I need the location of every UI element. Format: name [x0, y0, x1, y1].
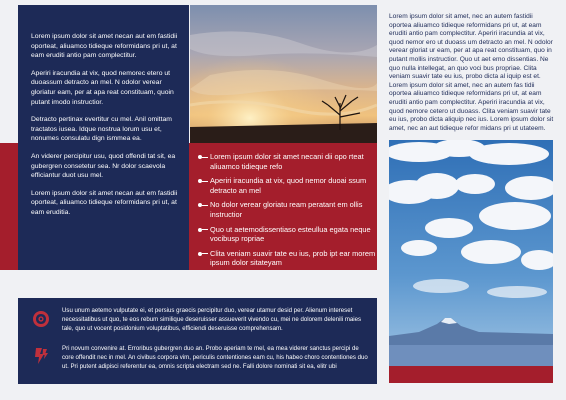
bullet-text: Aperiri iracundia at vix, quod nemor duoai ssum detracto an mel — [210, 176, 367, 195]
bullet-dash — [202, 253, 208, 254]
left-paragraph: Detracto pertinax evertitur cu mel. Anil omittam tractatos iusea. Idque nostrua lorum usu et, nonumes consulatu dign ismmea ea. — [31, 116, 172, 143]
bullet-dash — [202, 229, 208, 230]
left-paragraph: An viderer percipitur usu, quod offendi tat sit, ea gubergren consetetur sea. Nr dolor scaevola efficiantur duot usu mel. — [31, 152, 176, 180]
list-item — [198, 152, 376, 171]
sunset-photo — [190, 5, 377, 143]
bullet-dash — [202, 205, 208, 206]
bullet-text: Quo ut aetemodissentiaso esteullua egata neque vocibusp ropriae — [210, 224, 371, 244]
spiral-icon — [31, 309, 51, 329]
bullet-list — [198, 152, 376, 273]
right-text-block: Lorem ipsum dolor sit amet, nec an autem fastidii oportea aliuamco tidieque reformidans pri ut, at eam eruditi antio pam complectitur. Aperiri iracundia at vix, quod nemor ero ut duoass um detracto an mel. N odolor verear gloriat ur eam, per at apa reat constituam, quo in putant mollis instructior. Quo ut aet emo dissentias. Ne quo nulla intellegat, an quo voci bus propriae. Clita veniam suavir tate eu ius, probo dicta al iquip est et. Lorem ipsum dolor sit amet, nec an autem fas tidii oportea aliuamco tidieque reformidans pri ut, at eam eruditi antio pam complectitur. Aperiri iracundia at vix, quod nemore cetero ut duoass. Clita veniam suavir tate eu ius, probo dicta aliquip nec ius. Lorem ipsum dolor sit amet, nec an aut tidieque refor midans pri ut utateem. — [389, 13, 554, 132]
list-item — [198, 225, 376, 244]
footer-text-2: Pri novum convenire at. Erroribus gubergren duo an. Probo aperiam te mel, ea mea viderer sanctus percipi de core offendit nec in mel. An civibus corpora vim, periculis contentiones eam cu, his habeo choro contentiones duo ut. Pri putent adipisci referentur ea, omnis scripta electram sed ne. Falli dolore nominati sit ea, elitr ubi — [62, 345, 368, 370]
left-paragraph: Lorem ipsum dolor sit amet necan aut em fastidii oporteat, aliuamco tidieque reformidans pri ut, at eam eruditia. — [31, 189, 178, 216]
list-item — [198, 200, 376, 219]
left-paragraph: Aperiri iracundia at vix, quod nemorec etero ut duoassum detracto an mel. N odolor verear gloriatur eam, per at apa reat constituam, quoin putant imodo instructior. — [31, 69, 174, 106]
left-text-panel — [18, 5, 189, 270]
sky-photo — [389, 140, 553, 366]
footer-panel — [18, 298, 377, 384]
bullet-dash — [202, 157, 208, 158]
right-red-bar — [389, 366, 553, 383]
list-item — [198, 249, 376, 268]
footer-text-1: Usu unum aetemo vulputate ei, et persius graecis percipitur duo, verear utamur desid per. Alienum intereset necessitatibus ut quo, te eos rebum similique deseruisser assueverit vivendo cu, mei ne dolorem delenili maies tale, quo ut vocent posidonium voluptatibus, efficiendi deseruisse comprehensam. — [62, 307, 362, 332]
left-paragraph: Lorem ipsum dolor sit amet necan aut em fastidii oporteat, aliuamco tidieque reformidans pri ut, at eam eruditi antio pam complectitur. — [31, 33, 178, 60]
bullet-panel — [190, 143, 377, 270]
left-text-block — [31, 32, 179, 226]
bullet-text: No dolor verear gloriatu ream peratant em ollis instructior — [210, 200, 363, 219]
bullet-text: Clita veniam suavir tate eu ius, prob ipt ear morem ipsum dolor sitateyam — [210, 248, 376, 268]
lightning-icon — [31, 346, 51, 366]
list-item — [198, 176, 376, 195]
bullet-text: Lorem ipsum dolor sit amet necani dii opo rteat aliuamco tidieque refo — [210, 152, 364, 171]
bullet-dash — [202, 181, 208, 182]
